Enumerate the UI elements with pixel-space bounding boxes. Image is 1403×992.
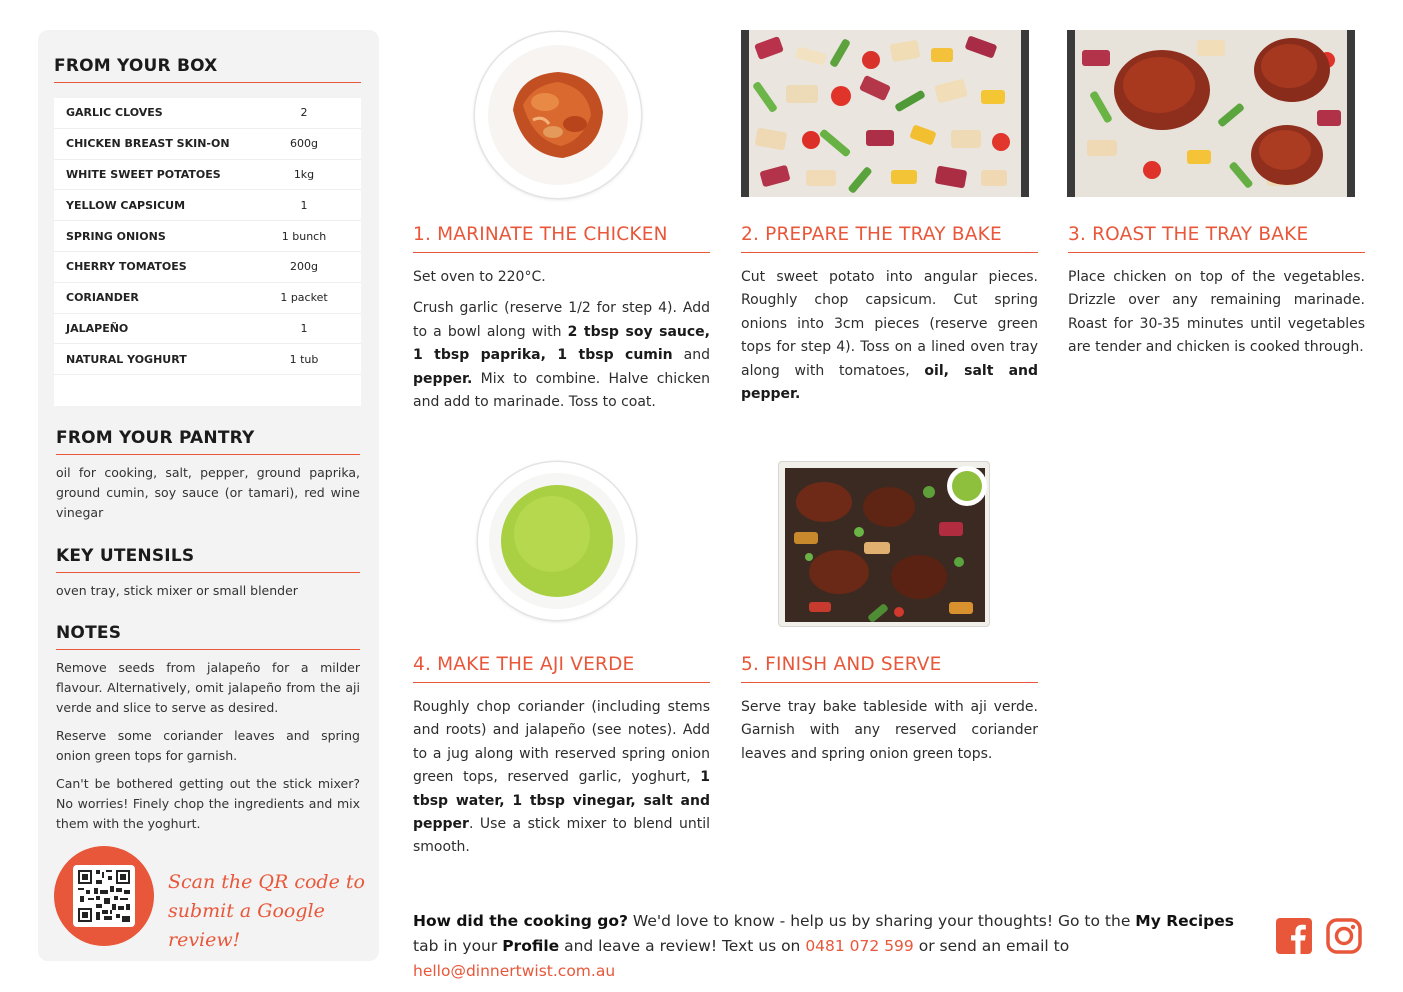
step1-para: Set oven to 220°C. <box>413 269 546 285</box>
qr-caption <box>168 868 368 955</box>
ingredient-name: YELLOW CAPSICUM <box>66 198 186 212</box>
qr-caption-line: Scan the QR code to <box>168 871 365 893</box>
ingredient-name: CORIANDER <box>66 291 139 305</box>
bold-run: pepper. <box>413 370 473 387</box>
ingredient-name: CHERRY TOMATOES <box>66 260 187 274</box>
pantry-heading: FROM YOUR PANTRY <box>56 428 360 455</box>
step5-image <box>778 461 990 627</box>
sidebar <box>38 30 379 961</box>
text-run: or send an email to <box>913 937 1070 955</box>
ingredient-qty: 1 <box>300 198 308 212</box>
email-link[interactable]: hello@dinnertwist.com.au <box>413 962 616 980</box>
ingredient-qty: 200g <box>290 260 318 274</box>
note-item: Remove seeds from jalapeño for a milder flavour. Alternatively, omit jalapeño from the aji verde and slice to serve as desired. <box>56 660 360 715</box>
notes-heading: NOTES <box>56 623 360 650</box>
table-row <box>54 221 361 252</box>
text-run: . Use a stick mixer to blend until smooth. <box>413 816 710 856</box>
step3-image <box>1067 30 1355 197</box>
table-row <box>54 98 361 129</box>
step3-title: 3. ROAST THE TRAY BAKE <box>1068 224 1365 253</box>
ingredient-name: NATURAL YOGHURT <box>66 352 187 366</box>
table-row <box>54 129 361 160</box>
utensils-text: oven tray, stick mixer or small blender <box>56 583 298 598</box>
text-run: Roughly chop coriander (including stems and roots) and jalapeño (see notes). Add to a jug along with reserved spring onion green tops, reserved garlic, yoghurt, <box>413 699 710 786</box>
step1-para <box>413 297 710 414</box>
ingredient-name: SPRING ONIONS <box>66 229 166 243</box>
bold-run: 2 tbsp soy sauce, 1 tbsp paprika, 1 tbsp cumin <box>413 323 710 364</box>
table-row <box>54 283 361 314</box>
step2-image <box>741 30 1029 197</box>
step2-body <box>741 266 1038 406</box>
ingredient-name: WHITE SWEET POTATOES <box>66 167 221 181</box>
step4-image <box>478 462 636 620</box>
step2-title: 2. PREPARE THE TRAY BAKE <box>741 224 1038 253</box>
text-run: tab in your <box>413 937 503 955</box>
utensils-heading: KEY UTENSILS <box>56 546 360 573</box>
step4-title: 4. MAKE THE AJI VERDE <box>413 654 710 683</box>
step1-body <box>413 266 710 422</box>
step5-body: Serve tray bake tableside with aji verde. Garnish with any reserved coriander leaves and spring onion green tops. <box>741 699 1038 762</box>
text-run: Cut sweet potato into angular pieces. Roughly chop capsicum. Cut spring onions into 3cm pieces (reserve green tops for step 4). Toss on a lined oven tray along with tomatoes, <box>741 269 1038 379</box>
table-row <box>54 252 361 283</box>
step1-title: 1. MARINATE THE CHICKEN <box>413 224 710 253</box>
step5-title: 5. FINISH AND SERVE <box>741 654 1038 683</box>
instagram-icon[interactable] <box>1326 918 1362 954</box>
box-heading: FROM YOUR BOX <box>54 56 361 83</box>
ingredient-qty: 1 tub <box>289 352 319 366</box>
profile-label: Profile <box>502 937 560 955</box>
ingredient-qty: 1 packet <box>280 291 328 305</box>
table-row <box>54 190 361 221</box>
ingredient-qty: 600g <box>290 137 318 151</box>
table-row <box>54 314 361 345</box>
ingredient-qty: 1 <box>300 321 308 335</box>
qr-caption-line: submit a Google review! <box>168 900 325 951</box>
text-run: Crush garlic (reserve 1/2 for step 4). Add to a bowl along with <box>413 300 710 340</box>
text-run: and <box>672 347 710 364</box>
step4-body <box>413 696 710 860</box>
feedback-footer <box>413 909 1263 984</box>
facebook-icon[interactable] <box>1276 918 1312 954</box>
ingredient-name: JALAPEÑO <box>66 321 129 335</box>
step1-image <box>475 32 641 198</box>
ingredient-qty: 2 <box>300 106 308 120</box>
text-run: Mix to combine. Halve chicken and add to marinade. Toss to coat. <box>413 370 710 411</box>
ingredient-name: GARLIC CLOVES <box>66 106 163 120</box>
phone-link[interactable]: 0481 072 599 <box>805 937 914 955</box>
table-row <box>54 344 361 375</box>
ingredient-name: CHICKEN BREAST SKIN-ON <box>66 137 230 151</box>
table-row <box>54 160 361 191</box>
box-ingredients-table <box>54 98 361 406</box>
text-run: and leave a review! Text us on <box>559 937 806 955</box>
notes-list <box>56 658 360 842</box>
ingredient-qty: 1 bunch <box>281 229 327 243</box>
bold-run: 1 tbsp water, 1 tbsp vinegar, salt and pepper <box>413 769 710 833</box>
note-item: Can't be bothered getting out the stick mixer? No worries! Finely chop the ingredients and mix them with the yoghurt. <box>56 776 360 831</box>
bold-run: oil, salt and pepper. <box>741 362 1038 403</box>
note-item: Reserve some coriander leaves and spring onion green tops for garnish. <box>56 728 360 763</box>
footer-question: How did the cooking go? <box>413 912 628 930</box>
my-recipes-label: My Recipes <box>1135 912 1234 930</box>
step3-body: Place chicken on top of the vegetables. Drizzle over any remaining marinade. Roast for 30-35 minutes until vegetables are tender and chicken is cooked through. <box>1068 269 1365 356</box>
text-run: We'd love to know - help us by sharing your thoughts! Go to the <box>627 912 1136 930</box>
pantry-text: oil for cooking, salt, pepper, ground paprika, ground cumin, soy sauce (or tamari), red wine vinegar <box>56 465 360 520</box>
qr-badge[interactable] <box>54 846 154 946</box>
qr-code-icon <box>73 865 135 927</box>
ingredient-qty: 1kg <box>293 167 315 181</box>
